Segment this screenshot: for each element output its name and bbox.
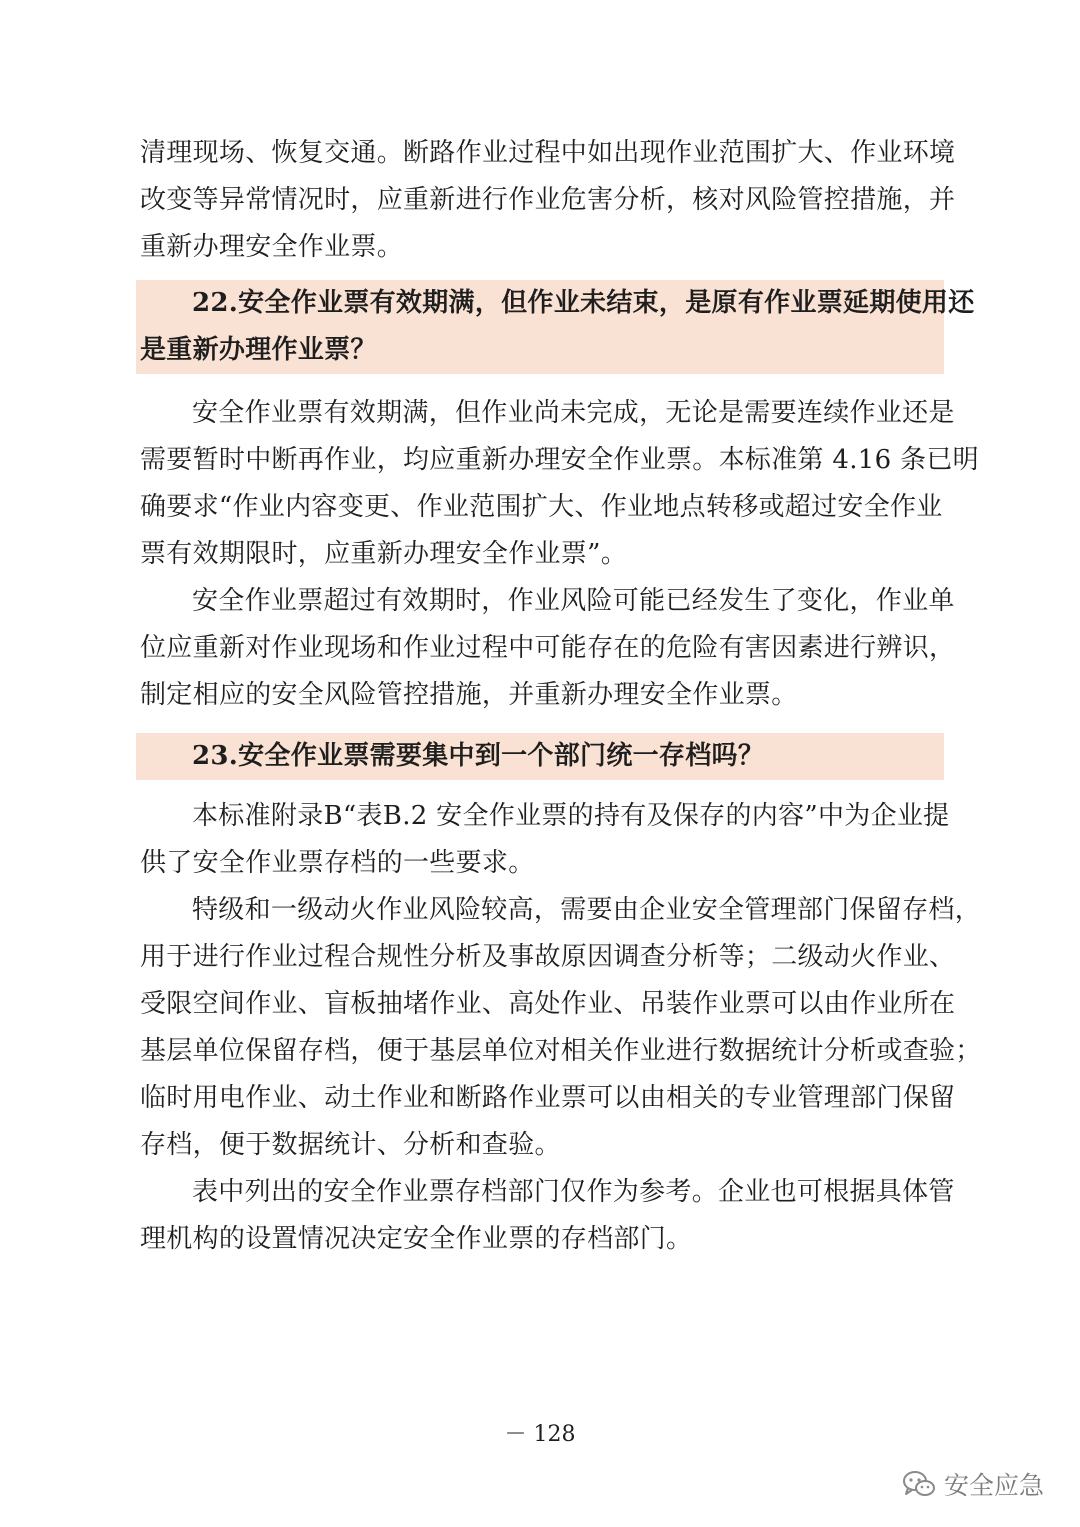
text-line: 用于进行作业过程合规性分析及事故原因调查分析等；二级动火作业、: [140, 942, 956, 972]
text-line: 改变等异常情况时，应重新进行作业危害分析，核对风险管控措施，并: [140, 185, 956, 215]
text-line: 位应重新对作业现场和作业过程中可能存在的危险有害因素进行辨识，: [140, 633, 956, 663]
text-line: 存档，便于数据统计、分析和查验。: [140, 1130, 561, 1160]
watermark: [902, 1466, 1044, 1502]
heading-line: 是重新办理作业票？: [140, 335, 377, 365]
text-line: 特级和一级动火作业风险较高，需要由企业安全管理部门保留存档，: [192, 895, 982, 925]
text-line: 临时用电作业、动土作业和断路作业票可以由相关的专业管理部门保留: [140, 1083, 956, 1113]
text-line: 清理现场、恢复交通。断路作业过程中如出现作业范围扩大、作业环境: [140, 138, 956, 168]
text-line: 理机构的设置情况决定安全作业票的存档部门。: [140, 1224, 693, 1254]
section-23-paragraph-2: [140, 887, 982, 1169]
text-line: 供了安全作业票存档的一些要求。: [140, 848, 535, 878]
text-line: 受限空间作业、盲板抽堵作业、高处作业、吊装作业票可以由作业所在: [140, 989, 956, 1019]
heading-line: 22.安全作业票有效期满，但作业未结束，是原有作业票延期使用还: [192, 288, 975, 318]
text-line: 需要暂时中断再作业，均应重新办理安全作业票。本标准第 4.16 条已明: [140, 445, 979, 475]
text-line: 基层单位保留存档，便于基层单位对相关作业进行数据统计分析或查验；: [140, 1036, 982, 1066]
text-line: 制定相应的安全风险管控措施，并重新办理安全作业票。: [140, 680, 798, 710]
text-line: 安全作业票有效期满，但作业尚未完成，无论是需要连续作业还是: [192, 398, 955, 428]
section-21-tail-paragraph: [140, 130, 956, 271]
text-line: 票有效期限时，应重新办理安全作业票”。: [140, 539, 627, 569]
watermark-text: 安全应急: [943, 1471, 1044, 1500]
text-line: 重新办理安全作业票。: [140, 232, 404, 262]
section-23-paragraph-1: [140, 793, 950, 887]
text-line: 确要求“作业内容变更、作业范围扩大、作业地点转移或超过安全作业: [140, 492, 943, 522]
text-line: 本标准附录B“表B.2 安全作业票的持有及保存的内容”中为企业提: [192, 801, 950, 831]
text-line: 表中列出的安全作业票存档部门仅作为参考。企业也可根据具体管: [192, 1177, 955, 1207]
section-22-heading: [136, 280, 975, 374]
heading-line: 23.安全作业票需要集中到一个部门统一存档吗？: [192, 741, 765, 771]
wechat-icon: [902, 1469, 936, 1499]
section-23-paragraph-3: [140, 1169, 955, 1263]
section-22-paragraph-2: [140, 578, 956, 719]
section-23-heading: [136, 733, 944, 780]
page-number: － 128: [504, 1422, 576, 1447]
section-22-paragraph-1: [140, 390, 979, 578]
text-line: 安全作业票超过有效期时，作业风险可能已经发生了变化，作业单: [192, 586, 955, 616]
